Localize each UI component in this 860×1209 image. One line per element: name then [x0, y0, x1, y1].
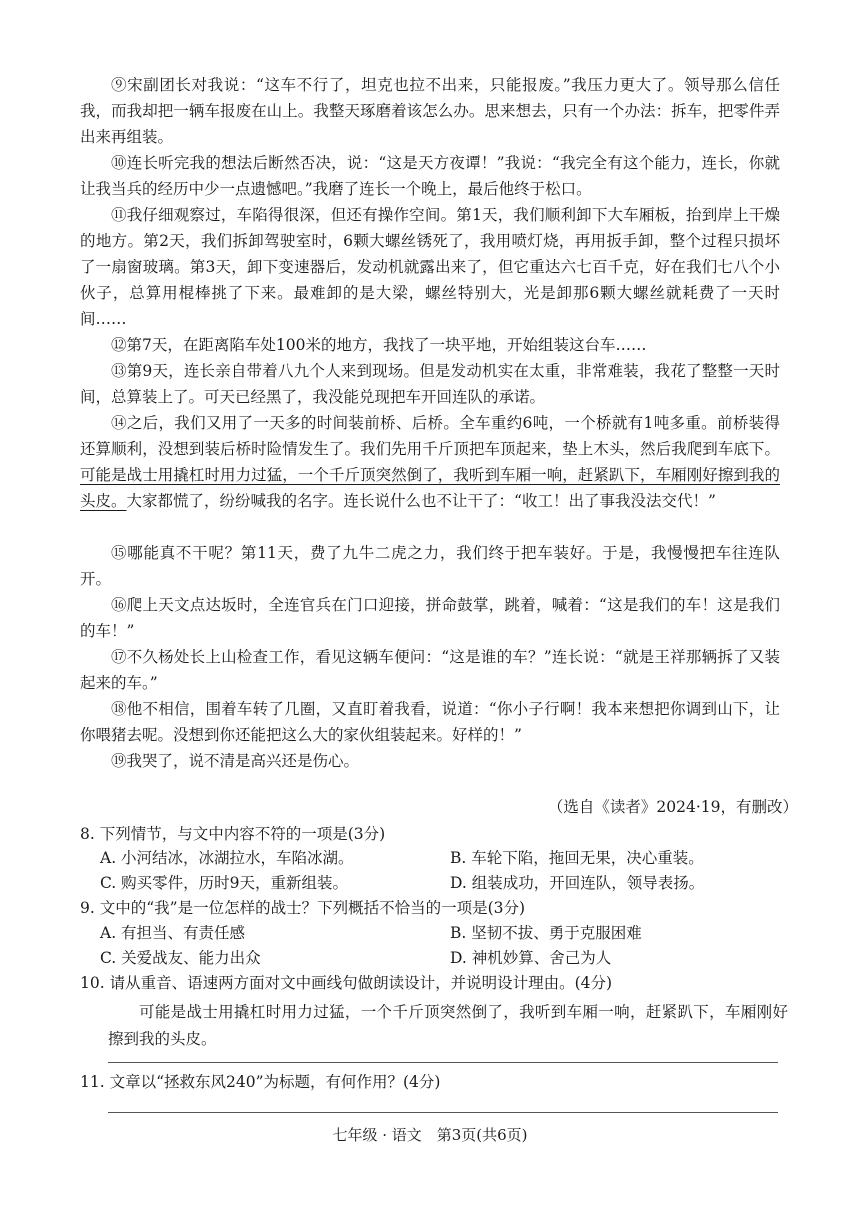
paragraph-11: ⑪我仔细观察过，车陷得很深，但还有操作空间。第1天，我们顺利卸下大车厢板，抬到岸上干燥的地方。第2天，我们拆卸驾驶室时，6颗大螺丝锈死了，我用喷灯烧，再用扳手卸，整个过程只损坏了一扇窗玻璃。第3天，卸下变速器后，发动机就露出来了，但它重达六七百千克，好在我们七八个小伙子，总算用棍棒挑了下来。最难卸的是大梁，螺丝特别大，光是卸那6颗大螺丝就耗费了一天时间……: [80, 206, 780, 328]
paragraph-12: ⑫第7天，在距离陷车处100米的地方，我找了一块平地，开始组装这台车……: [111, 336, 647, 354]
question-9-option-a: A. 有担当、有责任感: [100, 924, 246, 942]
paragraph-14-text-before: ⑭之后，我们又用了一天多的时间装前桥、后桥。全车重约6吨，一个桥就有1吨多重。前桥装得还算顺利，没想到装后桥时险情发生了。我们先用千斤顶把车顶起来，垫上木头，然后我爬到车底下。: [80, 414, 780, 458]
question-10-quoted-sentence: 可能是战士用撬杠时用力过猛，一个千斤顶突然倒了，我听到车厢一响，赶紧趴下，车厢刚好擦到我的头皮。: [108, 1003, 788, 1048]
source-citation: （选自《读者》2024·19，有删改）: [547, 798, 798, 816]
page-footer: 七年级 · 语文 第3页(共6页): [332, 1126, 528, 1144]
question-8-option-b: B. 车轮下陷，拖回无果，决心重装。: [450, 849, 704, 867]
question-9-option-c: C. 关爱战友、能力出众: [100, 949, 261, 967]
question-8-option-c: C. 购买零件，历时9天，重新组装。: [100, 874, 349, 892]
paragraph-19: ⑲我哭了，说不清是高兴还是伤心。: [111, 752, 360, 770]
paragraph-13: ⑬第9天，连长亲自带着八九个人来到现场。但是发动机实在太重，非常难装，我花了整整一天时间，总算装上了。可天已经黑了，我没能兑现把车开回连队的承诺。: [80, 362, 780, 406]
paragraph-10: ⑩连长听完我的想法后断然否决，说：“这是天方夜谭！”我说：“我完全有这个能力，连长，你就让我当兵的经历中少一点遗憾吧。”我磨了连长一个晚上，最后他终于松口。: [80, 154, 780, 198]
paragraph-18: ⑱他不相信，围着车转了几圈，又直盯着我看，说道：“你小子行啊！我本来想把你调到山下，让你喂猪去呢。没想到你还能把这么大的家伙组装起来。好样的！”: [80, 700, 780, 744]
paragraph-14-text-after: 大家都慌了，纷纷喊我的名字。连长说什么也不让干了：“收工！出了事我没法交代！”: [126, 492, 716, 510]
answer-line[interactable]: [108, 1062, 778, 1063]
paragraph-14: [80, 410, 780, 514]
paragraph-9: ⑨宋副团长对我说：“这车不行了，坦克也拉不出来，只能报废。”我压力更大了。领导那么信任我，而我却把一辆车报废在山上。我整天琢磨着该怎么办。思来想去，只有一个办法：拆车，把零件弄出来再组装。: [80, 76, 780, 146]
answer-line[interactable]: [108, 1112, 778, 1113]
paragraph-15: ⑮哪能真不干呢？第11天，费了九牛二虎之力，我们终于把车装好。于是，我慢慢把车往连队开。: [80, 544, 780, 588]
question-8-option-d: D. 组装成功，开回连队，领导表扬。: [450, 874, 705, 892]
paragraph-17: ⑰不久杨处长上山检查工作，看见这辆车便问：“这是谁的车？”连长说：“就是王祥那辆拆了又装起来的车。”: [80, 648, 780, 692]
question-9-option-b: B. 坚韧不拔、勇于克服困难: [450, 924, 642, 942]
question-9-stem: 9. 文中的“我”是一位怎样的战士？下列概括不恰当的一项是(3分): [80, 899, 526, 917]
question-11-stem: 11. 文章以“拯救东风240”为标题，有何作用？(4分): [80, 1073, 441, 1091]
question-8-stem: 8. 下列情节，与文中内容不符的一项是(3分): [80, 825, 386, 843]
paragraph-16: ⑯爬上天文点达坂时，全连官兵在门口迎接，拼命鼓掌，跳着，喊着：“这是我们的车！这是我们的车！”: [80, 596, 780, 640]
question-8-option-a: A. 小河结冰，冰湖拉水，车陷冰湖。: [100, 849, 354, 867]
question-9-option-d: D. 神机妙算、舍己为人: [450, 949, 612, 967]
underlined-sentence: 可能是战士用撬杠时用力过猛，一个千斤顶突然倒了，我听到车厢一响，赶紧趴下，车厢刚好擦到我的头皮。: [80, 466, 780, 510]
question-10-stem: 10. 请从重音、语速两方面对文中画线句做朗读设计，并说明设计理由。(4分): [80, 974, 613, 992]
